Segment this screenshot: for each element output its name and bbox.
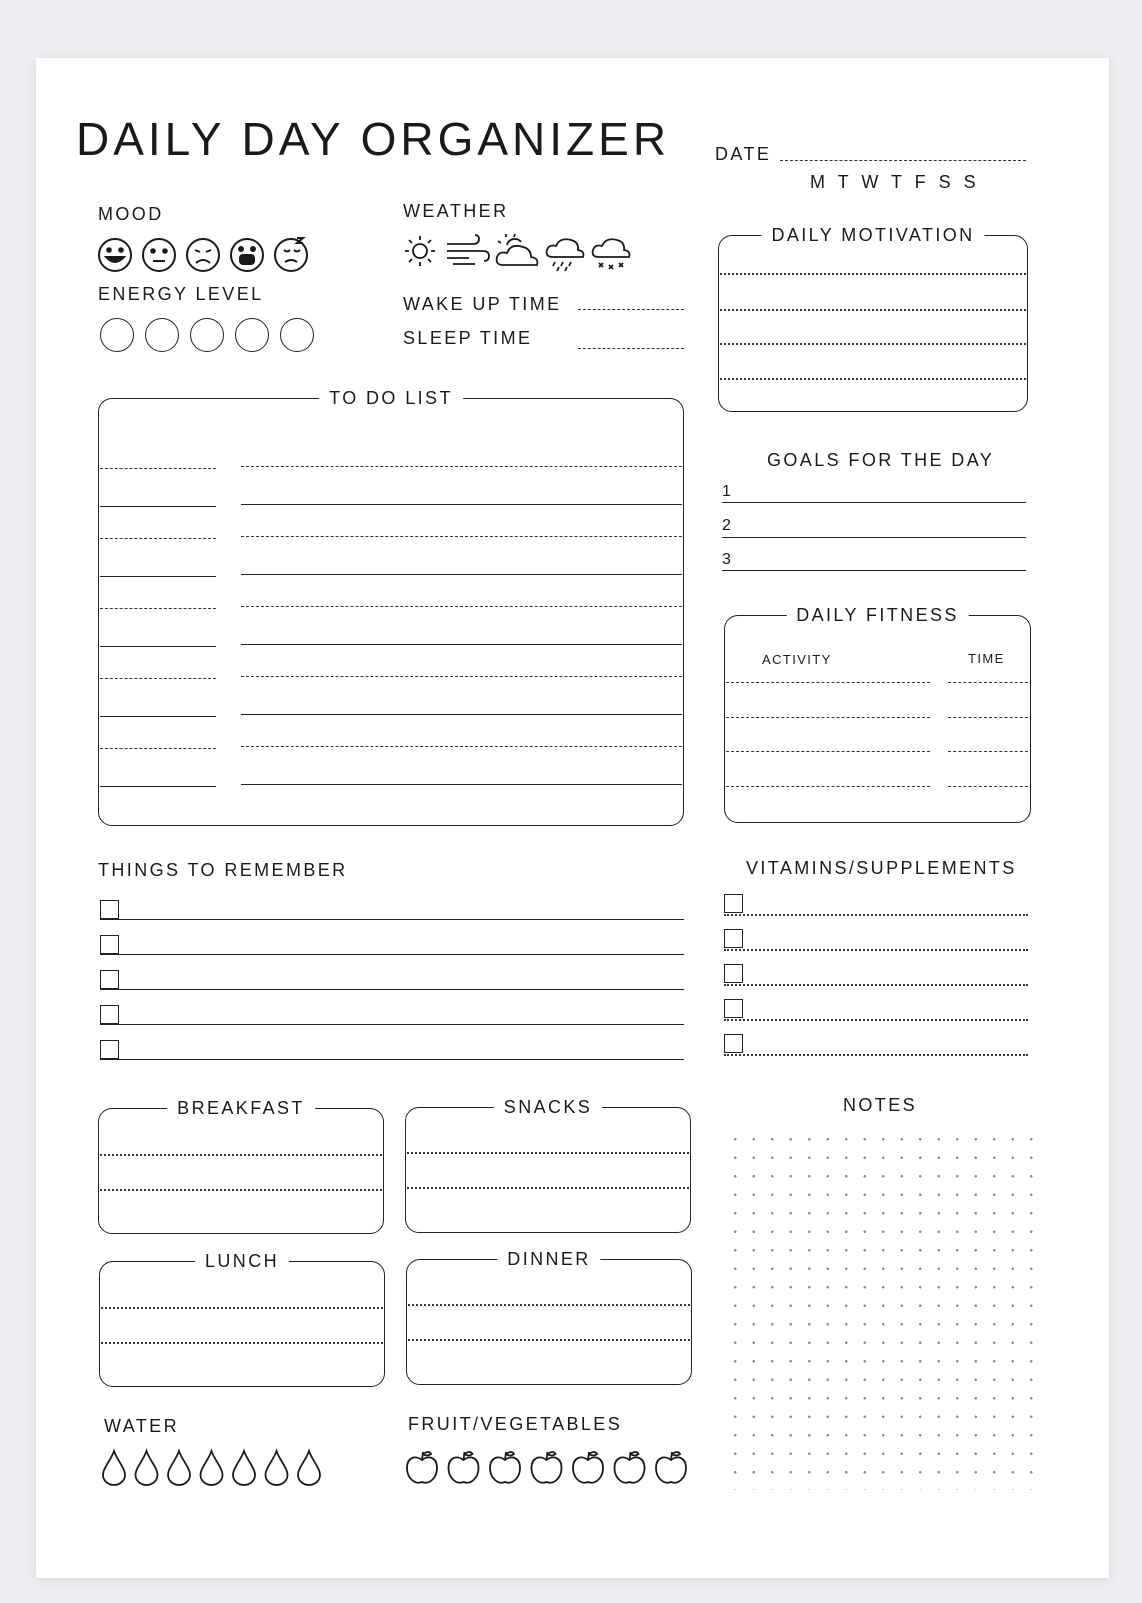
todo-time-line-2[interactable] xyxy=(100,538,216,539)
daily-motivation-box xyxy=(718,225,1028,412)
water-drop-icon[interactable] xyxy=(103,1451,125,1485)
notes-dot-grid[interactable] xyxy=(726,1130,1036,1490)
apple-icon[interactable] xyxy=(615,1452,645,1483)
remember-line-1[interactable] xyxy=(100,919,684,920)
vitamin-checkbox-4[interactable] xyxy=(724,999,743,1018)
to-do-list-box xyxy=(98,388,684,826)
snacks-line-1[interactable] xyxy=(407,1152,689,1154)
surprised-face-icon[interactable] xyxy=(231,239,263,271)
dinner-title: DINNER xyxy=(497,1248,600,1270)
todo-task-underline-3[interactable] xyxy=(241,644,682,645)
fitness-activity-line-3[interactable] xyxy=(726,751,930,752)
fitness-activity-line-1[interactable] xyxy=(726,682,930,683)
page-title: DAILY DAY ORGANIZER xyxy=(76,113,671,165)
remember-checkbox-2[interactable] xyxy=(100,935,119,954)
happy-face-icon[interactable] xyxy=(99,239,131,271)
remember-checkbox-5[interactable] xyxy=(100,1040,119,1059)
fitness-time-line-3[interactable] xyxy=(948,751,1028,752)
fruit-apples xyxy=(406,1448,696,1488)
notes-label: NOTES xyxy=(843,1095,918,1115)
vitamin-checkbox-2[interactable] xyxy=(724,929,743,948)
todo-task-line-5[interactable] xyxy=(241,746,682,747)
goal-line-2[interactable] xyxy=(722,537,1026,538)
date-label: DATE xyxy=(715,144,772,164)
water-drop-icon[interactable] xyxy=(201,1451,223,1485)
fitness-time-line-4[interactable] xyxy=(948,786,1028,787)
water-drops xyxy=(102,1448,332,1488)
todo-task-line-4[interactable] xyxy=(241,676,682,677)
todo-time-underline-4[interactable] xyxy=(100,716,216,717)
snacks-line-2[interactable] xyxy=(407,1187,689,1189)
motivation-line-4[interactable] xyxy=(720,378,1026,380)
vitamin-line-4[interactable] xyxy=(724,1019,1028,1021)
todo-task-underline-4[interactable] xyxy=(241,714,682,715)
neutral-face-icon[interactable] xyxy=(143,239,175,271)
todo-task-underline-2[interactable] xyxy=(241,574,682,575)
daily-fitness-box xyxy=(724,605,1031,823)
fitness-time-line-2[interactable] xyxy=(948,717,1028,718)
weather-icons xyxy=(403,231,643,273)
sad-face-icon[interactable] xyxy=(187,239,219,271)
energy-level-circle-1[interactable] xyxy=(100,318,134,352)
vitamins-label: VITAMINS/SUPPLEMENTS xyxy=(746,858,1017,878)
to-do-list-title: TO DO LIST xyxy=(319,387,463,409)
mood-label: MOOD xyxy=(98,204,164,224)
todo-time-underline-1[interactable] xyxy=(100,506,216,507)
lunch-line-2[interactable] xyxy=(101,1342,383,1344)
todo-time-line-3[interactable] xyxy=(100,608,216,609)
mood-icons xyxy=(98,236,318,274)
todo-task-underline-5[interactable] xyxy=(241,784,682,785)
weekday-selector[interactable]: M T W T F S S xyxy=(810,172,980,192)
weather-label: WEATHER xyxy=(403,201,509,221)
todo-time-line-1[interactable] xyxy=(100,468,216,469)
goal-line-3[interactable] xyxy=(722,570,1026,571)
apple-icon[interactable] xyxy=(656,1452,686,1483)
daily-fitness-title: DAILY FITNESS xyxy=(786,604,969,626)
fitness-time-line-1[interactable] xyxy=(948,682,1028,683)
rain-icon[interactable] xyxy=(547,239,584,271)
remember-line-4[interactable] xyxy=(100,1024,684,1025)
todo-time-underline-3[interactable] xyxy=(100,646,216,647)
water-drop-icon[interactable] xyxy=(168,1451,190,1485)
vitamin-checkbox-3[interactable] xyxy=(724,964,743,983)
todo-task-line-3[interactable] xyxy=(241,606,682,607)
fruit-vegetables-label: FRUIT/VEGETABLES xyxy=(408,1414,623,1434)
energy-level-circle-4[interactable] xyxy=(235,318,269,352)
lunch-title: LUNCH xyxy=(195,1250,289,1272)
date-field[interactable] xyxy=(780,160,1026,161)
apple-icon[interactable] xyxy=(449,1452,479,1483)
partly-cloudy-icon[interactable] xyxy=(497,234,538,265)
wake-up-time-field[interactable] xyxy=(578,309,684,310)
fitness-activity-line-4[interactable] xyxy=(726,786,930,787)
planner-page xyxy=(36,58,1109,1578)
vitamin-line-2[interactable] xyxy=(724,949,1028,951)
remember-checkbox-1[interactable] xyxy=(100,900,119,919)
water-drop-icon[interactable] xyxy=(233,1451,255,1485)
breakfast-line-2[interactable] xyxy=(100,1189,382,1191)
water-label: WATER xyxy=(104,1416,179,1436)
todo-task-line-1[interactable] xyxy=(241,466,682,467)
sleep-time-field[interactable] xyxy=(578,348,684,349)
motivation-line-2[interactable] xyxy=(720,309,1026,311)
sleep-time-label: SLEEP TIME xyxy=(403,328,533,348)
energy-level-circle-2[interactable] xyxy=(145,318,179,352)
things-to-remember-label: THINGS TO REMEMBER xyxy=(98,860,348,880)
goal-line-1[interactable] xyxy=(722,502,1026,503)
dinner-line-2[interactable] xyxy=(408,1339,690,1341)
snacks-box xyxy=(405,1097,691,1233)
wake-up-time-label: WAKE UP TIME xyxy=(403,294,562,314)
water-drop-icon[interactable] xyxy=(136,1451,158,1485)
energy-level-circle-5[interactable] xyxy=(280,318,314,352)
daily-motivation-title: DAILY MOTIVATION xyxy=(761,224,984,246)
vitamin-line-5[interactable] xyxy=(724,1054,1028,1056)
water-drop-icon[interactable] xyxy=(298,1451,320,1485)
breakfast-title: BREAKFAST xyxy=(167,1097,315,1119)
remember-line-2[interactable] xyxy=(100,954,684,955)
water-drop-icon[interactable] xyxy=(266,1451,288,1485)
remember-checkbox-3[interactable] xyxy=(100,970,119,989)
remember-checkbox-4[interactable] xyxy=(100,1005,119,1024)
goal-number-2: 2 xyxy=(722,517,731,534)
remember-line-5[interactable] xyxy=(100,1059,684,1060)
fitness-activity-header: ACTIVITY xyxy=(762,652,832,667)
todo-time-line-4[interactable] xyxy=(100,678,216,679)
vitamin-checkbox-5[interactable] xyxy=(724,1034,743,1053)
energy-level-circle-3[interactable] xyxy=(190,318,224,352)
todo-time-underline-2[interactable] xyxy=(100,576,216,577)
goal-number-1: 1 xyxy=(722,483,731,500)
apple-icon[interactable] xyxy=(407,1452,437,1483)
motivation-line-1[interactable] xyxy=(720,273,1026,275)
todo-task-line-2[interactable] xyxy=(241,536,682,537)
motivation-line-3[interactable] xyxy=(720,343,1026,345)
goals-label: GOALS FOR THE DAY xyxy=(767,450,995,470)
fitness-activity-line-2[interactable] xyxy=(726,717,930,718)
dinner-line-1[interactable] xyxy=(408,1304,690,1306)
breakfast-line-1[interactable] xyxy=(100,1154,382,1156)
vitamin-line-1[interactable] xyxy=(724,914,1028,916)
dinner-box xyxy=(406,1249,692,1385)
energy-level-label: ENERGY LEVEL xyxy=(98,284,264,304)
wind-icon[interactable] xyxy=(447,235,489,264)
apple-icon[interactable] xyxy=(532,1452,562,1483)
snow-icon[interactable] xyxy=(593,239,630,269)
apple-icon[interactable] xyxy=(490,1452,520,1483)
breakfast-box xyxy=(98,1098,384,1234)
lunch-box xyxy=(99,1251,385,1387)
lunch-line-1[interactable] xyxy=(101,1307,383,1309)
todo-time-line-5[interactable] xyxy=(100,748,216,749)
todo-task-underline-1[interactable] xyxy=(241,504,682,505)
vitamin-checkbox-1[interactable] xyxy=(724,894,743,913)
remember-line-3[interactable] xyxy=(100,989,684,990)
tired-face-icon[interactable] xyxy=(275,238,307,271)
sun-icon[interactable] xyxy=(405,236,435,266)
fitness-time-header: TIME xyxy=(968,651,1005,666)
snacks-title: SNACKS xyxy=(494,1096,602,1118)
apple-icon[interactable] xyxy=(573,1452,603,1483)
vitamin-line-3[interactable] xyxy=(724,984,1028,986)
goal-number-3: 3 xyxy=(722,551,731,568)
todo-time-underline-5[interactable] xyxy=(100,786,216,787)
